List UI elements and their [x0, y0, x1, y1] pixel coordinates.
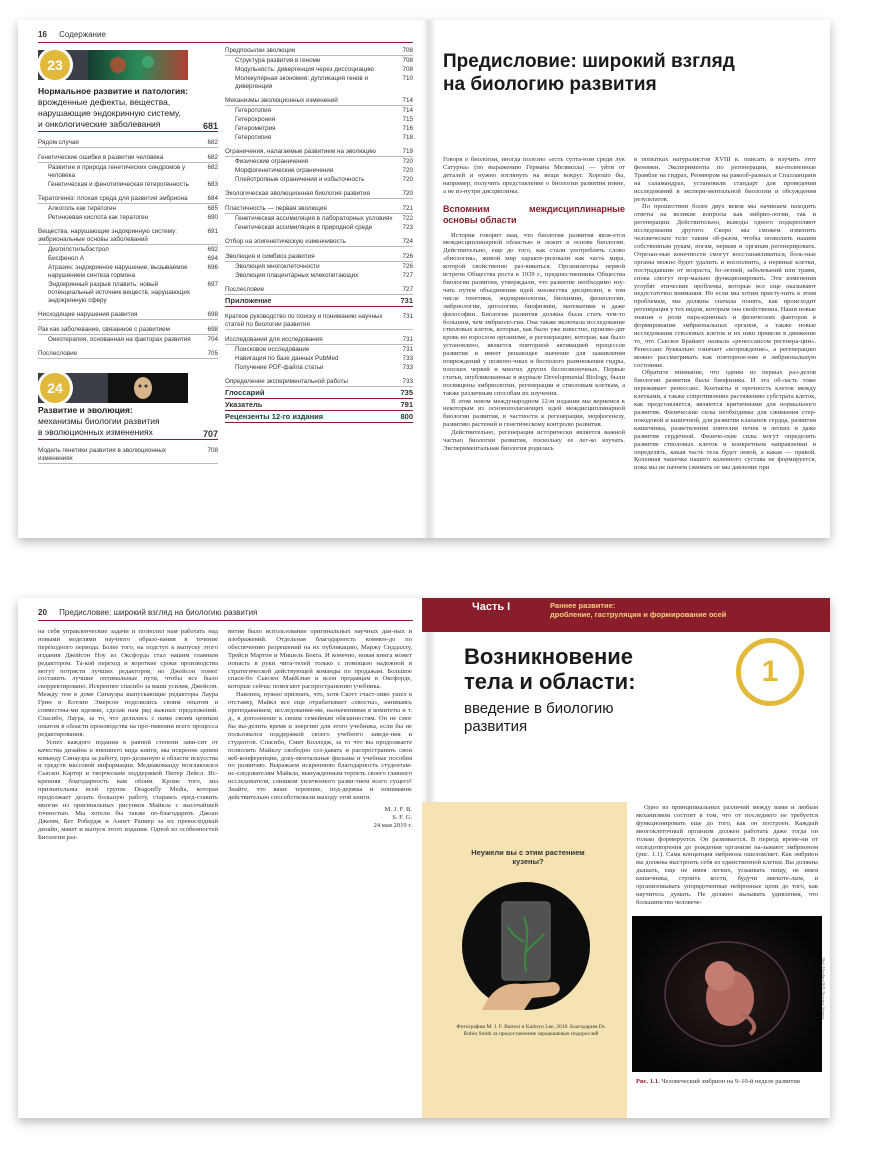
toc-entry-title: Ретиноевая кислота как тератоген: [48, 214, 149, 221]
chapter-subtitle: [464, 700, 734, 736]
preface-paragraph: В этом новом международном 12-м издании мы вернемся к некоторым из основополагающих идей междисциплинарной биологии развития, в частности к регенерации, морфогенезу, развитию растений и генетическому контролю развития.: [443, 397, 625, 429]
toc-entry-title: Нисходящие нарушения развития: [38, 311, 138, 318]
top-spread: [18, 20, 830, 538]
toc-entry-title: Отбор на эпигенетическую изменчивость: [225, 238, 346, 245]
acknowledgement-paragraph: Наконец, нужно признать, что, хотя Скотт счаст-ливо ушел в отставку, Майкл все еще отрабатывает «хвосты», занимаясь преподаванием, исследования-ми, назначениями в комитеты и т. д., в дополнение к своим семейным обязанностям. Он не смог бы вы-делить время и энергию для этого учебника, если бы не пользовался поддержкой своего учебного заведе-ния и студентов. Спасибо, Смит Колледж, за то что вы продолжаете позволять Майклу свободно соз-давать и распространять свои веб-конференции, доку-ментальные фильмы и учебные пособия по развитию. Выражаем искреннюю благодарность студентам-ис-следователям Майкла, вынужденным терпеть своего главного исследователя, слишком увлеченного разви-тием всего сущего! Знайте, что ваше терпение, под-держка и понимание действительно способствовали выходу этой книги.: [228, 691, 412, 802]
spread-gutter: [422, 20, 436, 538]
part-label: Часть I: [472, 601, 511, 613]
toc-entry: [225, 335, 413, 345]
toc-entry-title: Гетерометрия: [235, 125, 276, 132]
part-24-header: [38, 369, 218, 405]
toc-entry-title: Гетеротопия: [235, 107, 272, 114]
preface-intro: Говоря о биологии, иногда полезно «есть султа-ном среди лук Сатурна» (по выражению Германа Мелвилла) — уйти от деталей и нужно взглянуть на вещи вокруг. Хорошо бы, например, получить представление о биологии развития извне, а не из-нутри дисциплины.: [443, 156, 625, 195]
preface-subhead: Вспомним междисциплинарные основы области: [443, 203, 625, 225]
beaker-photo: [462, 882, 590, 1010]
toc-entry: [225, 166, 413, 175]
toc-entry: [225, 387, 413, 399]
toc-entry-page: 714: [402, 107, 413, 114]
toc-entry: [225, 295, 413, 307]
preface-title-line: Предисловие: широкий взгляд: [443, 51, 735, 72]
toc-entry-page: 714: [402, 97, 413, 104]
toc-left-after-entries: [38, 446, 218, 464]
part-24-subtitle-line: механизмы биологии развития: [38, 416, 160, 426]
part-23-subtitle-line: нарушающие эндокринную систему,: [38, 108, 181, 118]
part-23-page: 681: [202, 121, 218, 131]
toc-entry-title: Онкотерапия, основанная на факторах развития: [48, 336, 191, 343]
toc-entry-page: 697: [207, 281, 218, 288]
chapter-subtitle-line: введение в биологию: [464, 700, 614, 717]
toc-entry-page: 710: [402, 75, 413, 82]
toc-entry-title: Навигация по базе данных PubMed: [235, 355, 339, 362]
toc-entry: [225, 214, 413, 223]
toc-entry-title: Эволюция плацентарных млекопитающих: [235, 272, 359, 279]
running-head-title: Предисловие: широкий взгляд на биологию развития: [59, 608, 258, 617]
part-description-line: Раннее развитие:: [550, 601, 616, 610]
toc-entry: [38, 335, 218, 344]
part-banner: [422, 598, 830, 632]
chapter-paragraph: Одно из принципиальных различий между вами и любым механизмом состоит в том, что от последнего не требуется функционировать еще до того, как он построен. Каждый многоклеточный организм должен работать даже тогда он только формируется. Он развивается. В период време-ни от оплодотворения до рождения организм на-зывают эмбрионом (рис. 1.1). Сама концепция эмбриона ошеломляет. Как эмбрион вы должны выстроить себя из единственной клетки. Вы должны дышать, еще не имея легких, усваивать пищу, не имея кишечника, строить кости, будучи мягкоте-лым, и организовывать упорядоченные нейронные цепи до того, как научитесь думать. Не должно вызывать удивления, что большинство человече-: [636, 804, 818, 906]
toc-entry-page: 708: [207, 447, 218, 454]
acknowledgement-paragraph: на себя управленческие задачи и позволил нам работать над новыми моделями научного образо-вания в течение переходного периода. Более того, на подступ к выпуску этого издания Джейсон Ноу из Оксфорда стал нашим главным редактором. Та-кой переход и короткие сроки производства могут потрясти лучших редакторов, но Джейсон помог составить лучшие оптимальные пути, чтобы все было скорректировано. Искреннее спасибо за ваши усилия, Джейсон. Между тем в доме Синауэра выпускающие редакторы Лаура Грин и Кэтлин Эмерсон поделились своим опытом и совместны-ми идеями, сделав нам ряд важных предложений. Спасибо, Лаура, за то, что делились с нами своим ценным опытом в области производства на про-тяжении всего процесса редактирования.: [38, 628, 218, 738]
toc-entry-title: Эндокринный разрыв плавить: новый потенциальный источник веществ, нарушающих эндокринную сферу: [48, 281, 190, 304]
toc-entry: [225, 157, 413, 166]
toc-entry: [225, 204, 413, 214]
toc-entry: [38, 245, 218, 254]
toc-entry-page: 720: [402, 176, 413, 183]
figure-caption-label: Рис. 1.1.: [636, 1078, 660, 1085]
signature-block: [228, 806, 412, 830]
toc-entry: [225, 175, 413, 184]
toc-entry-page: 727: [402, 272, 413, 279]
toc-entry-title: Модель генетики развития в эволюционных изменениях: [38, 447, 167, 462]
part-23-page-line: [38, 119, 218, 132]
toc-entry-title: Гетерохрония: [235, 116, 276, 123]
toc-entry-title: Физические ограничения: [235, 158, 309, 165]
sidebar-photo-credit: Фотография M. J. F. Barresi и Kathryn Lee, 2018. Благодарим Dr. Robin Smith за предоставление зародышевых подорослей: [456, 1024, 606, 1037]
toc-entry-page: 719: [402, 148, 413, 155]
acknowledgement-paragraph: вития было использование оригинальных научных дан-ных и изображений. Отдельная благодарность коммен-до по обеспечению разрешений на их публикацию, Маржу Сиддаллу, Трейси Мартон и Мишель Бекта. И конечно, новая книга может попасть в руки чита-телей только с помощью надежной и стратегической действующей команды по продажам. Большое спаси-бо Сьюзен МакКлью и всем продавцам в Оксфорде, которые сейчас помогают распространению учебника.: [228, 628, 412, 691]
part-23-badge: 23: [40, 50, 70, 80]
toc-entry: [225, 223, 413, 232]
toc-entry-title: Глоссарий: [225, 388, 265, 397]
toc-entry: [225, 363, 413, 372]
part-24-badge: 24: [40, 373, 70, 403]
toc-entry: [38, 180, 218, 189]
toc-entry-title: Алкоголь как тератоген: [48, 205, 116, 212]
toc-entry: [225, 377, 413, 387]
figure-caption-text: Человеческий эмбрион на 9–10-й неделе развития: [661, 1078, 800, 1085]
toc-entry: [38, 153, 218, 163]
toc-entry-title: Атразин: эндокринное нарушение, вызываемое нарушением синтеза гормона: [48, 264, 188, 279]
toc-entry-page: 716: [402, 125, 413, 132]
acknowledgement-column-1: [38, 628, 218, 841]
toc-entry-page: 726: [402, 263, 413, 270]
toc-entry-page: 690: [207, 214, 218, 221]
head-rule: [38, 42, 413, 43]
toc-entry-title: Эволюция многоклеточности: [235, 263, 320, 270]
toc-entry-title: Гетеротипия: [235, 134, 272, 141]
toc-entry-title: Структура развития в геноме: [235, 57, 321, 64]
toc-entry-title: Вещества, нарушающие эндокринную систему: эмбриональные основы заболеваний: [38, 228, 178, 243]
part-24-image: [108, 373, 188, 403]
preface-title-line: на биологию развития: [443, 74, 657, 95]
toc-entry-title: Тератогенез: плохая среда для развития эмбриона: [38, 195, 188, 202]
toc-entry: [225, 345, 413, 354]
toc-left-entries: [38, 138, 218, 359]
toc-entry: [225, 106, 413, 115]
toc-entry-page: 800: [400, 412, 413, 421]
toc-entry-title: Поисковое исследование: [235, 346, 310, 353]
head-rule: [38, 620, 413, 621]
toc-entry-page: 735: [400, 388, 413, 397]
toc-entry-page: 705: [207, 350, 218, 357]
part-23-subtitle-line: и онкологические заболевания: [38, 119, 161, 129]
toc-entry-page: 694: [207, 255, 218, 262]
preface-paragraph: Действительно, регенерация исторически является важной частью биологии развития, поскольку ее лег-ко изучать. Экспериментальная биология родилась: [443, 429, 625, 452]
preface-column-2: [634, 156, 816, 472]
toc-entry-title: Механизмы эволюционных изменений: [225, 97, 338, 104]
toc-entry-title: Диэтилстильбэстрол: [48, 246, 109, 253]
preface-paragraph: Обратите внимание, что одним из первых раз-делов биологии развития была биофизика. И эта об-ласть тоже переживает ренессанс. Контакты и прочность клеток между клетками, а также сопротивление растяжению субстрата клеток, как представляется, являются критичными для нормального развития. Физические силы необходимы для сжимания стер-нокодовой и кишечной, для развития клапанов сердца, развития кишечника, разветвления эпителия почек и легких и даже развития сердечной. Физиче-ские силы могут определять развитие стволовых клеток и конкретным направлении и определять, какая часть тела будет левой, а какая — правой. Коленная чашечка нашего коленного сустава не формируется, пока мы не начнем сжимать ее мы давление при: [634, 369, 816, 472]
toc-entry-title: Указатель: [225, 400, 263, 409]
chapter-number-badge: 1: [736, 638, 804, 706]
embryo-photo: [632, 916, 822, 1072]
toc-entry-page: 731: [402, 346, 413, 353]
toc-entry-title: Предпосылки эволюции: [225, 47, 296, 54]
part-24-title: Развитие и эволюция:: [38, 405, 133, 415]
toc-entry-page: 723: [402, 224, 413, 231]
preface-paragraph: По прошествии более двух веков мы начинаем находить ответы на великие вопросы как эмбрио-логии, так и регенерации. Действительно, выводы одного подкрепляют исследования другого. Скоро мы сможем изменить человеческое тело таким об-разом, чтобы позволить нашим собственным рукам, ногам, нервам и органам регенерировать. Отрезан-ные конечности смогут восстанавливаться, боль-ные органы можно будет удалить и восполнить, а нервные клетки, пострадавшие от возраста, бо-лезней, заболеваний или травм, снова смогут нор-мально функционировать. Эти изменения углубят этические проблемы, которые все еще оказывают недостаточно внимания. Но если мы хотим присту-пить к этим проблемам, мы должны сначала понять, как происходит регенерация у тех видов, которым она свойственна. Наши новые знания о роли пара-кринных и физических факторов в формировании эмбриональных органов, а также новые исследования стволовых клеток и их ниш привели в движение то, что Сьюзен Брайант назвала «ренессансом регенера-ции». Ренессанс буквально означает «возрождение», а регенерацию можно рассматривать как повторное-ние в эмбриональную состояние.: [634, 203, 816, 369]
toc-entry-title: Ограничения, налагаемые развитием на эволюцию: [225, 148, 376, 155]
toc-entry-page: 683: [207, 181, 218, 188]
toc-entry-page: 698: [207, 326, 218, 333]
toc-entry-title: Генетическая ассимиляция в природной среде: [235, 224, 373, 231]
chapter-title: [464, 644, 734, 694]
toc-entry-page: 708: [402, 57, 413, 64]
toc-entry: [38, 263, 218, 280]
sidebar-panel: [422, 802, 627, 1118]
page-number: 16: [38, 30, 47, 39]
toc-entry: [225, 285, 413, 295]
toc-entry-page: 733: [402, 378, 413, 385]
preface-column-1: [443, 156, 625, 453]
toc-entry: [38, 254, 218, 263]
toc-entry: [225, 115, 413, 124]
toc-entry: [38, 280, 218, 305]
toc-entry-title: Генетическая ассимиляция в лабораторных условиях: [235, 215, 393, 222]
part-23-title: Нормальное развитие и патология:: [38, 86, 189, 96]
signature-line: M. J. F. B.: [384, 805, 412, 813]
toc-entry: [225, 96, 413, 106]
toc-entry-title: Рядом случая: [38, 139, 79, 146]
toc-entry-title: Приложение: [225, 296, 272, 305]
toc-entry: [225, 262, 413, 271]
toc-entry: [225, 312, 413, 330]
toc-entry-title: Получение PDF-файла статьи: [235, 364, 324, 371]
toc-entry-page: 684: [207, 195, 218, 202]
preface-title: [443, 50, 823, 96]
part-description: [550, 601, 820, 619]
acknowledgement-paragraph: Успех каждого издания в равной степени зави-сит от качества дизайна и внешнего вида книги, мы искренне ценим команду Синауэра за работу, про-деланную в области искусства и средств массовой информации. Медиакоманду возглавлялся Сьюзен Картер и творческим поддержкой Питер Лейсл. Ис-кренняя благодарность вам обоим. Кроме того, мы признательны всей группе Dragonfly Media, которая продолжает делать большую работу, стараясь пред-ставить многие из оригинальных рисунков Майкла с высочайшей точностью. Мы хотели бы также по-благодарить Джоан Джемм, Бет Робердж и Аннет Рапиер за их превосходный дизайн, макет и выпуск этого издания. Одной из особенностей Биологии раз-: [38, 738, 218, 841]
toc-entry-page: 726: [402, 253, 413, 260]
toc-entry-title: Генетическая и фенотипическая гетерогенность: [48, 181, 189, 188]
toc-entry-page: 685: [207, 205, 218, 212]
toc-entry: [225, 65, 413, 74]
toc-entry-page: 696: [207, 264, 218, 271]
bottom-spread: [18, 598, 830, 1118]
toc-entry-title: Послесловие: [225, 286, 265, 293]
toc-entry: [38, 204, 218, 213]
part-24-page-line: [38, 427, 218, 440]
toc-entry: [38, 227, 218, 245]
toc-entry: [225, 354, 413, 363]
toc-entry-page: 682: [207, 164, 218, 171]
toc-entry: [38, 194, 218, 204]
running-head: [38, 608, 257, 617]
toc-entry-page: 724: [402, 238, 413, 245]
part-description-line: дробление, гаструляция и формирование осей: [550, 610, 727, 619]
toc-entry: [225, 124, 413, 133]
toc-entry: [225, 74, 413, 91]
toc-left-column: [38, 86, 218, 464]
toc-entry: [225, 147, 413, 157]
preface-paragraph: История говорит нам, что биология развития явля-ется междисциплинарной областью и лежит в основе биологии. Действительно, еще до того, как стали употреблять слово «биология», живой мир характе-ризовали как часть мира, которой свойственно раз-виваться. Организаторы первой встречи Общества роста в 1939 г., предшественника Общества биологии развития, утверждали, что развитие необходимо изу-чать путем объединения идей множества дисциплин, в том числе генетики, эндокринологии, биохимии, физиологии, эмбриологии, цитологии, биофизики, математики и даже философии. Биология развития должна была стать чем-то большим, чем эмбриоло-гия. Она также включала исследование стволовых клеток, которые, как было уже известно, произво-дят кровь во взрослом организме, и регенерацию, которая, как было установлено, является повторной активацией процессов развития и имеет решающее значение для заживления повреждений у позвоно-чных и бесполого размножения гидры, плоских червей и многих других беспозвоночных. Первые статьи, опубликованные в журнале Developmental Biology, были посвящены эмбриологии, регенерации и стволовым клеткам, а также различным способам их изучения.: [443, 231, 625, 397]
toc-entry: [225, 252, 413, 262]
toc-entry-page: 708: [402, 66, 413, 73]
toc-entry: [38, 446, 218, 464]
toc-entry-page: 692: [207, 246, 218, 253]
toc-entry-title: Морфогенетические ограничения: [235, 167, 334, 174]
toc-entry-page: 727: [402, 286, 413, 293]
toc-entry-page: 682: [207, 139, 218, 146]
toc-entry-page: 791: [400, 400, 413, 409]
toc-entry-page: 720: [402, 190, 413, 197]
toc-entry-page: 731: [402, 313, 413, 320]
sidebar-question: Неужели вы с этим растением кузены?: [471, 848, 585, 866]
signature-date: 24 мая 2019 г.: [373, 821, 412, 829]
toc-entry: [38, 349, 218, 359]
toc-entry-title: Бисфенол А: [48, 255, 84, 262]
toc-entry-title: Исследования для исследования: [225, 336, 323, 343]
toc-entry: [225, 399, 413, 411]
toc-entry: [225, 133, 413, 142]
toc-entry-page: 708: [402, 47, 413, 54]
running-head: [38, 30, 106, 39]
toc-entry-title: Послесловие: [38, 350, 78, 357]
toc-entry-title: Генетические ошибки в развитии человека: [38, 154, 164, 161]
toc-entry-title: Экологическая эволюционная биология развития: [225, 190, 370, 197]
chapter-title-line: Возникновение: [464, 644, 634, 669]
toc-entry-title: Рецензенты 12-го издания: [225, 412, 324, 421]
embryo-photo-credit: Neil Harding/SPL/Science Source: [821, 958, 826, 1020]
toc-entry-title: Определение экспериментальной работы: [225, 378, 348, 385]
preface-paragraph: в попытках натуралистов XVIII в. описать и изучить этот феномен. Эксперименты по регенерации, вы-полненные Трамбле на гидрах, Реомюром на ракооб-разных и Спалланцани на саламандрах, установили стандарт для проведения исследований в экспери-ментальной биологии и обсуждения результатов.: [634, 156, 816, 203]
page-number: 20: [38, 608, 47, 617]
acknowledgement-column-2: [228, 628, 412, 830]
toc-entry-page: 733: [402, 364, 413, 371]
toc-entry: [225, 271, 413, 280]
toc-entry-page: 731: [402, 336, 413, 343]
toc-entry-title: Молекулярная экономия: дупликация генов и дивергенция: [235, 75, 369, 90]
toc-entry-page: 721: [402, 205, 413, 212]
part-24-page: 707: [202, 429, 218, 439]
toc-entry-page: 682: [207, 154, 218, 161]
toc-entry: [225, 56, 413, 65]
toc-entry: [38, 163, 218, 180]
toc-entry-title: Рак как заболевание, связанное с развитием: [38, 326, 170, 333]
toc-entry-page: 731: [400, 296, 413, 305]
chapter-subtitle-line: развития: [464, 718, 528, 735]
part-23-image: [88, 50, 188, 80]
toc-entry: [225, 46, 413, 56]
part-24-subtitle-line: в эволюционных изменениях: [38, 427, 153, 437]
toc-entry-title: Развитие и природа генетических синдромов у человека: [48, 164, 186, 179]
figure-caption: [636, 1078, 818, 1086]
toc-entry-page: 718: [402, 134, 413, 141]
running-head-title: Содержание: [59, 30, 106, 39]
chapter-body-text: [636, 804, 818, 907]
toc-entry-title: Краткое руководство по поиску и пониманию научных статей по биологии развития: [225, 313, 383, 328]
chapter-title-line: тела и области:: [464, 669, 636, 694]
toc-entry: [38, 310, 218, 320]
toc-entry: [38, 213, 218, 222]
toc-entry: [225, 411, 413, 423]
toc-entry-page: 715: [402, 116, 413, 123]
toc-entry-page: 698: [207, 311, 218, 318]
toc-entry-page: 733: [402, 355, 413, 362]
toc-entry: [225, 237, 413, 247]
signature-line: S. F. G.: [392, 813, 412, 821]
toc-entry: [225, 189, 413, 199]
toc-entry: [38, 138, 218, 148]
toc-entry: [38, 325, 218, 335]
toc-entry-title: Модульность: дивергенция через диссоциацию: [235, 66, 374, 73]
toc-entry-page: 722: [402, 215, 413, 222]
toc-entry-page: 704: [207, 336, 218, 343]
part-23-subtitle-line: врожденные дефекты, вещества,: [38, 97, 171, 107]
toc-middle-column: [225, 46, 413, 423]
toc-entry-title: Эволюция и симбиоз развития: [225, 253, 315, 260]
toc-entry-page: 720: [402, 158, 413, 165]
toc-entry-page: 691: [207, 228, 218, 235]
toc-entry-title: Плейотропные ограничения и избыточность: [235, 176, 365, 183]
toc-middle-entries: [225, 46, 413, 423]
toc-entry-page: 720: [402, 167, 413, 174]
toc-entry-title: Пластичность — первая эволюция: [225, 205, 327, 212]
